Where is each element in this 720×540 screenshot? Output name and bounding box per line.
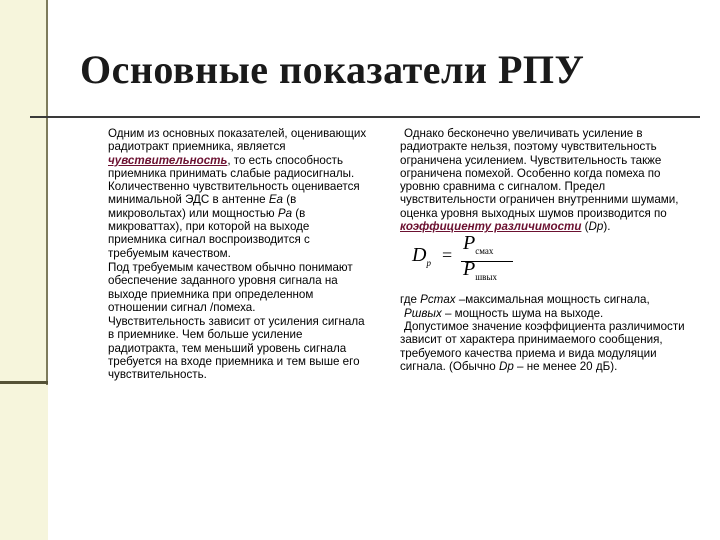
left-paragraph-2: Под требуемым качеством обычно понимают обеспечение заданного уровня сигнала на выходе приемника при определенном отношении сигнал /помеха. — [108, 260, 353, 314]
right-paragraph-3: Pшвых – мощность шума на выходе. — [404, 306, 604, 320]
title-underline — [30, 116, 700, 118]
term-discrimination-coefficient: коэффициенту различимости — [400, 220, 582, 234]
formula-lhs: $D_р$ — [412, 244, 431, 269]
left-text-column — [108, 127, 370, 382]
term-sensitivity: чувствительность — [108, 153, 228, 167]
right-text-column — [400, 127, 685, 373]
discrimination-formula — [412, 232, 685, 287]
slide-title: Основные показатели РПУ — [80, 47, 585, 92]
decor-horizontal-line — [0, 381, 48, 384]
formula-equals: = — [442, 245, 453, 266]
left-decor-bar — [0, 0, 48, 540]
formula-numerator: $P_{смах}$ — [463, 232, 494, 257]
left-paragraph-1: Одним из основных показателей, оценивающих радиотракт приемника, является чувствительность, то есть способность приемника принимать слабые радиосигналы. Количественно чувствительность оценивается минимальной ЭДС в антенне Еа (в микровольтах) или мощностью Ра (в микроваттах), при которой на выходе приемника сигнал воспроизводится с требуемым качеством. — [108, 127, 367, 260]
right-paragraph-1: Однако бесконечно увеличивать усиление в радиотракте нельзя, поэтому чувствительность ограничена усилением. Чувствительность также ограничена помехой. Особенно когда помеха по уровню сравнима с сигналом. Предел чувствительности ограничен внутренними шумами, оценка уровня выходных шумов производится по коэффициенту различимости (Dp). — [400, 127, 679, 234]
formula-denominator: $P_{швых}$ — [463, 258, 497, 283]
right-paragraph-4: Допустимое значение коэффициента различимости зависит от характера принимаемого сообщения, требуемого качества приема и вида модуляции сигнала. (Обычно Dp – не менее 20 дБ). — [400, 319, 685, 373]
decor-vertical-line — [46, 0, 48, 385]
right-paragraph-2: где Pcmax –максимальная мощность сигнала, — [400, 293, 650, 307]
left-paragraph-3: Чувствительность зависит от усиления сигнала в приемнике. Чем больше усиление радиотракта, тем меньший уровень сигнала требуется на входе приемника и тем выше его чувствительность. — [108, 315, 365, 382]
